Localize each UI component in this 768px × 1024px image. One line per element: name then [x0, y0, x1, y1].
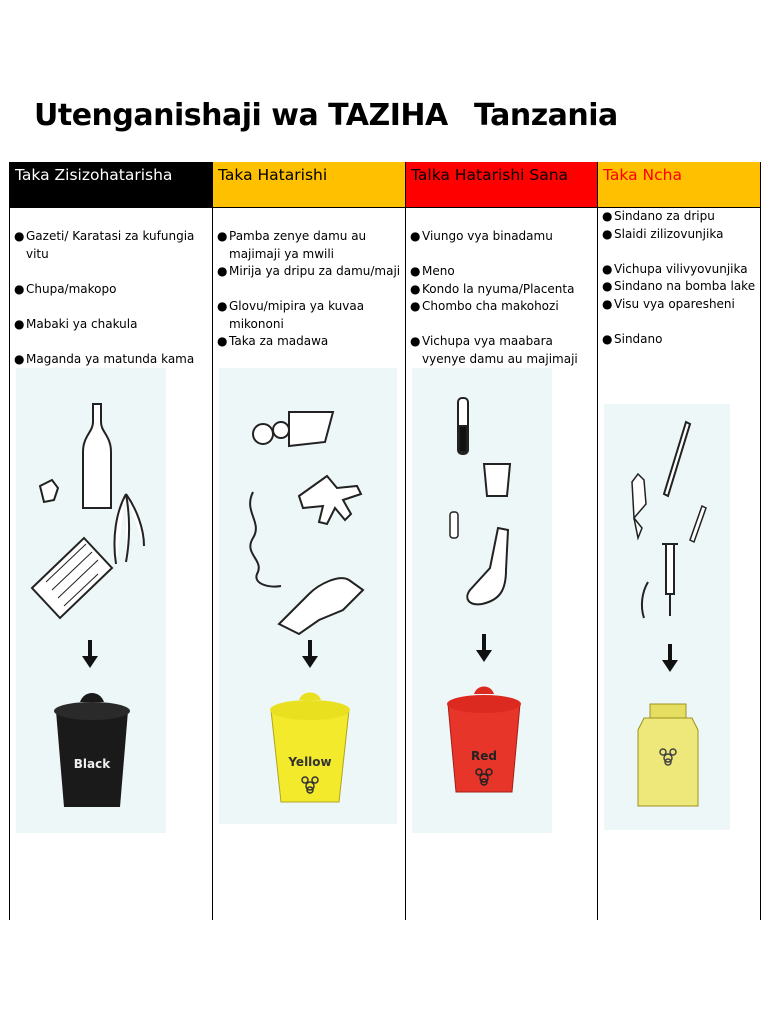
item-text: Kondo la nyuma/Placenta — [422, 281, 575, 296]
column-header: Taka Zisizohatarisha — [10, 162, 213, 208]
list-item — [217, 298, 404, 333]
bullet: ● — [410, 299, 421, 313]
broken-vial-icon — [632, 474, 646, 538]
bin-label: Yellow — [288, 755, 332, 769]
column-header: Taka Hatarishi — [213, 162, 406, 208]
item-text: Chombo cha makohozi — [422, 299, 559, 313]
column-hazardous — [212, 162, 406, 920]
list-item — [14, 228, 211, 263]
down-arrow-icon — [476, 634, 492, 662]
item-list — [410, 228, 596, 386]
vial-icon — [450, 512, 458, 538]
list-spacer — [14, 333, 211, 351]
syringe-icon — [662, 544, 678, 616]
scalpel-icon — [664, 422, 690, 496]
item-text: Gazeti/ Karatasi za kufungia vitu — [26, 229, 195, 261]
list-item — [217, 228, 404, 263]
item-text: Sindano za dripu — [614, 209, 715, 223]
item-text: Meno — [422, 264, 455, 278]
list-item — [602, 208, 758, 226]
item-text: Chupa/makopo — [26, 281, 117, 296]
list-spacer — [217, 281, 404, 299]
list-item — [217, 263, 404, 281]
crumpled-paper-icon — [40, 480, 58, 502]
column-header: Taka Ncha — [598, 162, 760, 208]
column-highly-hazardous — [405, 162, 598, 920]
list-item — [602, 261, 758, 279]
drip-tube-icon — [250, 492, 281, 587]
item-text: Vichupa vya maabara vyenye damu au majimaji — [422, 334, 578, 366]
bullet: ● — [410, 229, 421, 243]
list-spacer — [14, 298, 211, 316]
item-text: Glovu/mipira ya kuvaa mikononi — [229, 299, 365, 331]
drip-needle-icon — [642, 582, 648, 618]
item-text: Mirija ya dripu za damu/maji — [229, 264, 401, 278]
item-list — [14, 228, 211, 386]
sputum-cup-icon — [484, 464, 510, 496]
list-item — [602, 331, 758, 349]
bottle-icon — [83, 404, 111, 508]
bullet: ● — [217, 264, 228, 278]
bullet: ● — [410, 264, 421, 278]
list-item — [410, 228, 596, 246]
bullet: ● — [217, 229, 228, 243]
column-non-hazardous — [9, 162, 213, 920]
item-list — [602, 208, 758, 348]
illustration-panel — [604, 404, 730, 830]
newspaper-icon — [32, 538, 112, 618]
bullet: ● — [217, 334, 228, 348]
down-arrow-icon — [82, 640, 98, 668]
illustration-panel — [16, 368, 166, 833]
list-item — [410, 298, 596, 316]
bullet: ● — [602, 261, 613, 276]
bullet: ● — [602, 209, 613, 223]
black-bin-icon — [54, 693, 130, 807]
item-text: Maganda ya matunda kama — [26, 351, 195, 366]
column-header: Talka Hatarishi Sana — [406, 162, 598, 208]
test-tube-icon — [458, 398, 468, 454]
cotton-wool-icon — [253, 412, 333, 446]
hazardous-waste-illustration — [219, 368, 397, 824]
country-title: Tanzania — [474, 98, 618, 133]
needle-icon — [690, 506, 706, 542]
bullet: ● — [602, 331, 613, 346]
list-item — [14, 316, 211, 334]
list-item — [602, 278, 758, 296]
general-waste-illustration — [16, 368, 166, 833]
list-spacer — [602, 313, 758, 331]
list-item — [410, 281, 596, 299]
list-item — [14, 281, 211, 299]
column-sharps — [597, 162, 761, 920]
document-title: Utenganishaji wa TAZIHA — [34, 98, 448, 133]
item-list — [217, 228, 404, 351]
bullet: ● — [14, 316, 25, 331]
item-text: Visu vya oparesheni — [614, 296, 735, 311]
bullet: ● — [410, 334, 421, 348]
bin-label: Black — [73, 757, 111, 771]
item-text: Sindano na bomba lake — [614, 279, 756, 293]
down-arrow-icon — [662, 644, 678, 672]
bullet: ● — [602, 226, 613, 241]
illustration-panel — [219, 368, 397, 824]
item-text: Sindano — [614, 331, 663, 346]
sharps-container-icon — [638, 704, 698, 806]
bullet: ● — [14, 351, 25, 366]
list-spacer — [602, 243, 758, 261]
list-spacer — [410, 316, 596, 334]
illustration-panel — [412, 368, 552, 833]
bullet: ● — [217, 299, 228, 313]
human-foot-icon — [467, 528, 508, 604]
bin-label: Red — [471, 749, 497, 763]
sharps-illustration — [604, 404, 730, 830]
bullet: ● — [602, 279, 613, 293]
item-text: Pamba zenye damu au majimaji ya mwili — [229, 229, 367, 261]
bullet: ● — [602, 296, 613, 311]
bullet: ● — [14, 281, 25, 296]
list-item — [602, 296, 758, 314]
red-bin-icon — [447, 687, 521, 793]
highly-hazardous-illustration — [412, 368, 552, 833]
list-spacer — [410, 246, 596, 264]
waste-segregation-table — [9, 162, 760, 920]
list-spacer — [14, 263, 211, 281]
banana-peel-icon — [114, 494, 144, 564]
item-text: Taka za madawa — [229, 334, 329, 348]
glove-icon — [299, 476, 361, 524]
bullet: ● — [14, 229, 25, 243]
list-item — [410, 263, 596, 281]
item-text: Viungo vya binadamu — [422, 229, 553, 243]
hand-with-waste-icon — [279, 578, 363, 634]
item-text: Slaidi zilizovunjika — [614, 226, 724, 241]
list-item — [217, 333, 404, 351]
down-arrow-icon — [302, 640, 318, 668]
list-item — [602, 226, 758, 244]
yellow-bin-icon — [270, 693, 350, 803]
bullet: ● — [410, 281, 421, 296]
item-text: Mabaki ya chakula — [26, 316, 138, 331]
item-text: Vichupa vilivyovunjika — [614, 261, 748, 276]
